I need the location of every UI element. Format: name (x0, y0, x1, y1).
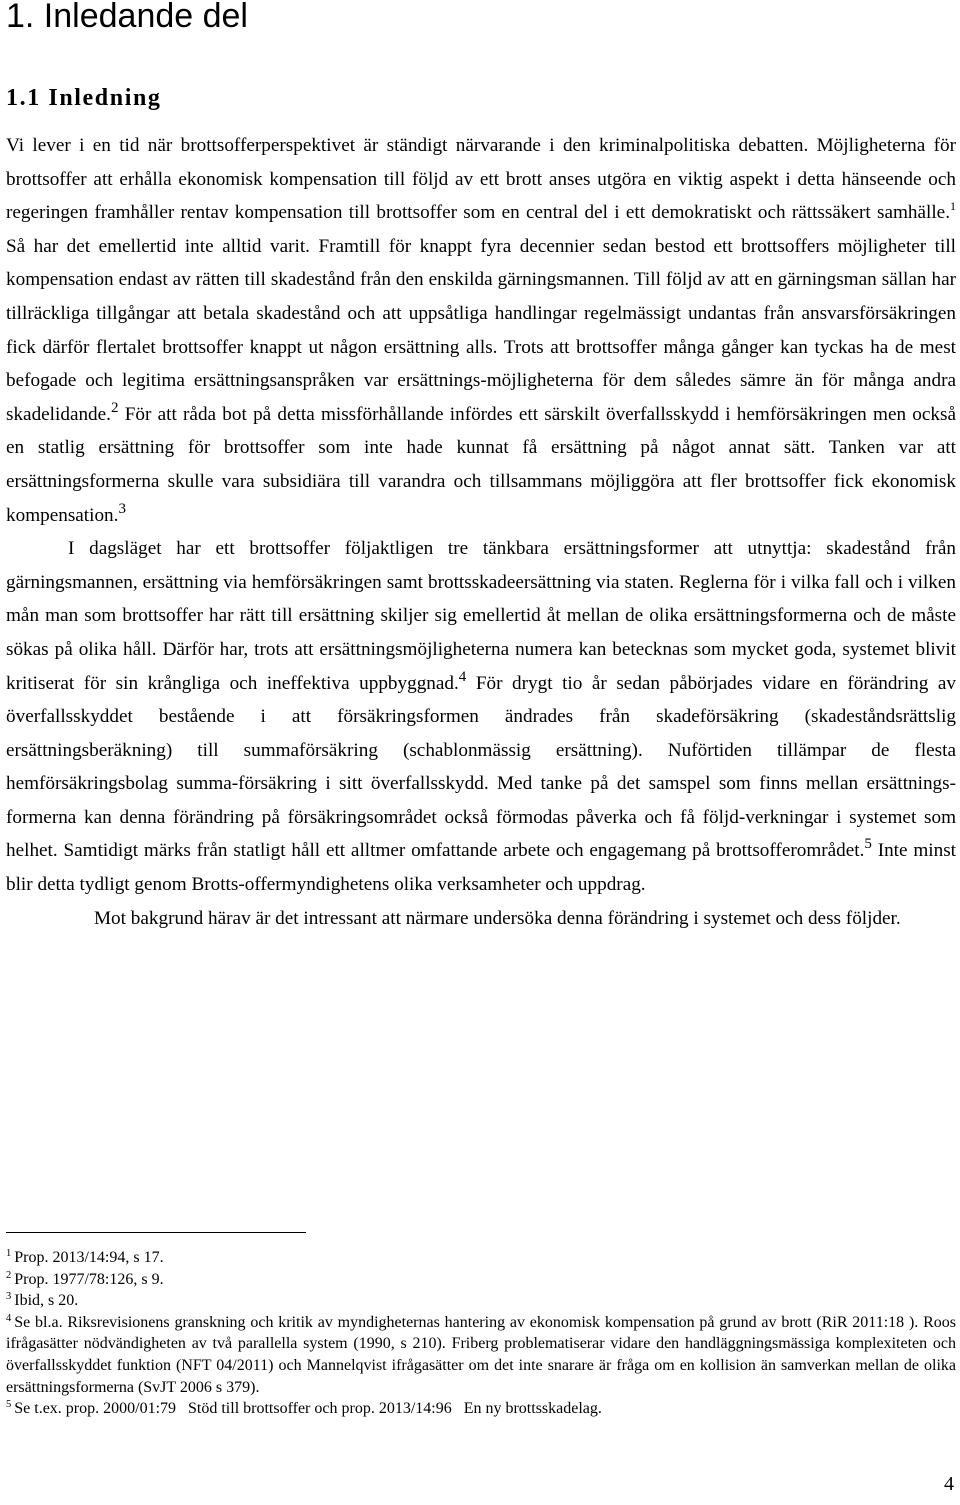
footnote-1 (6, 1247, 956, 1269)
footnote-5 (6, 1398, 956, 1420)
page-number: 4 (944, 1473, 954, 1495)
body-text (6, 129, 956, 935)
chapter-heading: 1. Inledande del (6, 0, 248, 35)
footnote-3 (6, 1290, 956, 1312)
footnote-ref-4: 4 (458, 668, 467, 685)
footnote-text: Se bl.a. Riksrevisionens granskning och kritik av myndigheternas hantering av ekonomisk kompensation på grund av brott (RiR 2011:18 ). Roos ifrågasätter nödvändigheten av två parallella system (1990, s 210). Friberg problematiserar vidare den handläggningsmässiga komplexiteten och överfallsskyddet funktion (NFT 04/2011) och Mannelqvist ifrågasätter om det inte snarare är fråga om en kollision än samverkan mellan de olika ersättningsformerna (SvJT 2006 s 379). (6, 1313, 956, 1396)
footnote-ref-3: 3 (118, 500, 126, 517)
footnotes (6, 1247, 956, 1420)
paragraph-2 (6, 532, 956, 902)
footnote-number: 4 (6, 1312, 12, 1324)
section-heading: 1.1 Inledning (6, 85, 162, 111)
footnote-number: 1 (6, 1248, 12, 1259)
footnote-divider (6, 1232, 306, 1233)
footnote-ref-1: 1 (950, 199, 956, 214)
paragraph-1-part-1: Vi lever i en tid när brottsofferperspektivet är ständigt närvarande i den kriminalpolitiska debatten. Möjligheterna för brottsoffer att erhålla ekonomisk kompensation till följd av ett brott anses utgöra en viktig aspekt i detta hänseende och regeringen framhåller rentav kompensation till brottsoffer som en central del i ett demokratiskt och rättssäkert samhälle. (6, 135, 956, 224)
paragraph-3 (6, 902, 956, 936)
footnote-text: Prop. 1977/78:126, s 9. (14, 1270, 164, 1288)
footnote-number: 2 (6, 1269, 12, 1281)
footnote-text: Se t.ex. prop. 2000/01:79 Stöd till brottsoffer och prop. 2013/14:96 En ny brottsskadelag. (14, 1400, 602, 1418)
footnote-ref-2: 2 (110, 399, 119, 416)
document-page (6, 0, 956, 1505)
paragraph-2-part-2: För drygt tio år sedan påbörjades vidare en förändring av överfallsskyddet bestående i att försäkringsformen ändrades från skadeförsäkring (skadeståndsrättslig ersättningsberäkning) till summaförsäkring (schablonmässig ersättning). Nuförtiden tillämpar de flesta hemförsäkringsbolag summa-försäkring i sitt överfallsskydd. Med tanke på det samspel som finns mellan ersättnings-formerna kan denna förändring på försäkringsområdet också förmodas påverka och få följd-verkningar i systemet som helhet. Samtidigt märks från statligt håll ett alltmer omfattande arbete och engagemang på brottsofferområdet. (6, 672, 956, 862)
footnote-2 (6, 1269, 956, 1291)
paragraph-2-part-3: Inte minst blir detta tydligt genom Brotts-offermyndighetens olika verksamheter och uppdrag. (6, 840, 956, 896)
footnote-number: 3 (6, 1291, 12, 1303)
paragraph-3-text: Mot bakgrund härav är det intressant att närmare undersöka denna förändring i systemet och dess följder. (94, 907, 901, 929)
paragraph-2-part-1: I dagsläget har ett brottsoffer följaktligen tre tänkbara ersättningsformer att utnyttja: skadestånd från gärningsmannen, ersättning via hemförsäkringen samt brottsskadeersättning via staten. Reglerna för i vilka fall och i vilken mån man som brottsoffer har rätt till ersättning skiljer sig emellertid åt mellan de olika ersättningsformerna och de måste sökas på olika håll. Därför har, trots att ersättningsmöjligheterna numera kan betecknas som mycket goda, systemet blivit kritiserat för sin krångliga och ineffektiva uppbyggnad. (6, 538, 956, 694)
footnote-4 (6, 1312, 956, 1398)
paragraph-1-part-3: För att råda bot på detta missförhållande infördes ett särskilt överfallsskydd i hemförsäkringen men också en statlig ersättning för brottsoffer som inte hade kunnat få ersättning på något annat sätt. Tanken var att ersättningsformerna skulle vara subsidiära till varandra och tillsammans möjliggöra att fler brottsoffer fick ekonomisk kompensation. (6, 403, 956, 526)
footnote-number: 5 (6, 1399, 12, 1411)
paragraph-1 (6, 129, 956, 532)
paragraph-1-part-2: Så har det emellertid inte alltid varit. Framtill för knappt fyra decennier sedan bestod ett brottsoffers möjligheter till kompensation endast av rätten till skadestånd från den enskilda gärningsmannen. Till följd av att en gärningsman sällan har tillräckliga tillgångar att betala skadestånd och att uppsåtliga handlingar regelmässigt undantas från ansvarsförsäkringen fick därför flertalet brottsoffer knappt ut någon ersättning alls. Trots att brottsoffer många gånger kan tyckas ha de mest befogade och legitima ersättningsanspråken var ersättnings-möjligheterna för dem således sämre än för många andra skadelidande. (6, 235, 956, 425)
footnote-text: Prop. 2013/14:94, s 17. (14, 1249, 164, 1266)
footnote-ref-5: 5 (864, 836, 872, 853)
footnote-text: Ibid, s 20. (14, 1292, 79, 1310)
